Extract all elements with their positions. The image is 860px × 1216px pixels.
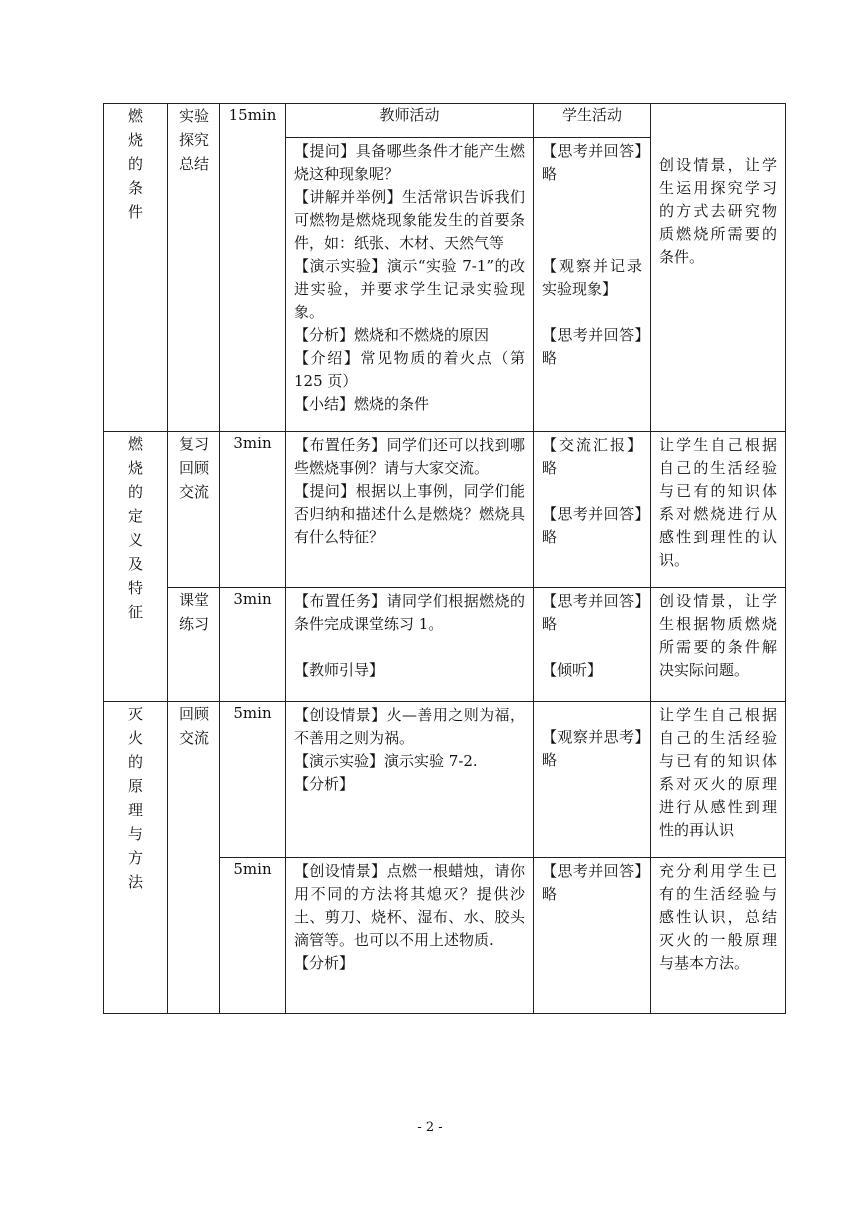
topic-cell-extinguishing	[104, 702, 168, 1014]
student-activity-cell	[534, 588, 651, 702]
student-activity-cell	[534, 858, 651, 1014]
teacher-step: 【小结】燃烧的条件	[294, 395, 430, 413]
teacher-activity-cell	[286, 138, 534, 432]
topic-label: 灭火的原理与方法	[127, 705, 143, 891]
design-intent-cell: 创设情景，让学生运用探究学习的方式去研究物质燃烧所需要的条件。	[651, 104, 786, 432]
stage-label: 回顾交流	[178, 705, 209, 747]
student-step: 【倾听】	[542, 661, 603, 679]
teacher-activity-cell	[286, 432, 534, 588]
teacher-step: 【创设情景】点燃一根蜡烛，请你用不同的方法将其熄灭？提供沙土、剪刀、烧杯、湿布、水、胶头滴管等。也可以不用上述物质.	[294, 862, 525, 949]
time-cell: 15min	[220, 104, 286, 432]
table-row	[104, 702, 786, 858]
teacher-step: 【演示实验】演示实验 7-2.	[294, 752, 478, 770]
stage-label: 课堂练习	[178, 591, 209, 633]
time-cell: 3min	[220, 432, 286, 588]
teacher-activity-cell	[286, 588, 534, 702]
student-activity-cell	[534, 432, 651, 588]
teacher-step: 【创设情景】火—善用之则为福，不善用之则为祸。	[294, 706, 525, 747]
student-step: 【思考并回答】略	[542, 326, 642, 367]
teacher-step: 【讲解并举例】生活常识告诉我们可燃物是燃烧现象能发生的首要条件，如：纸张、木材、天然气等	[294, 188, 525, 252]
teacher-activity-cell	[286, 702, 534, 858]
stage-cell-review	[168, 702, 220, 1014]
topic-cell-conditions	[104, 104, 168, 432]
time-cell: 3min	[220, 588, 286, 702]
table-row	[104, 588, 786, 702]
student-step: 【观察并记录实验现象】	[542, 257, 642, 298]
topic-cell-definition	[104, 432, 168, 702]
student-step: 【思考并回答】略	[542, 142, 642, 183]
teacher-step: 【分析】燃烧和不燃烧的原因	[294, 326, 490, 344]
teacher-step: 【提问】根据以上事例，同学们能否归纳和描述什么是燃烧？燃烧具有什么特征？	[294, 482, 525, 546]
stage-label: 实验探究总结	[178, 107, 209, 173]
teacher-step: 【布置任务】请同学们根据燃烧的条件完成课堂练习 1。	[294, 592, 525, 633]
stage-label: 复习回顾交流	[178, 435, 209, 501]
teacher-activity-cell	[286, 858, 534, 1014]
time-cell: 5min	[220, 702, 286, 858]
student-step: 【观察并思考】略	[542, 728, 642, 769]
student-activity-cell	[534, 138, 651, 432]
design-intent-cell: 让学生自己根据自己的生活经验与已有的知识体系对燃烧进行从感性到理性的认识。	[651, 432, 786, 588]
teacher-step: 【教师引导】	[294, 661, 385, 679]
design-intent-cell: 创设情景，让学生根据物质燃烧所需要的条件解决实际问题。	[651, 588, 786, 702]
page-number: - 2 -	[417, 1120, 443, 1135]
design-intent-cell: 让学生自己根据自己的生活经验与已有的知识体系对灭火的原理进行从感性到理性的再认识	[651, 702, 786, 858]
teacher-step: 【演示实验】演示“实验 7-1”的改进实验，并要求学生记录实验现象。	[294, 257, 525, 321]
teacher-step: 【布置任务】同学们还可以找到哪些燃烧事例？请与大家交流。	[294, 436, 525, 477]
teacher-step: 【分析】	[294, 775, 355, 793]
stage-cell-review	[168, 432, 220, 588]
student-step: 【思考并回答】略	[542, 592, 642, 633]
student-step: 【思考并回答】略	[542, 505, 642, 546]
table-row	[104, 432, 786, 588]
stage-cell-experiment	[168, 104, 220, 432]
table-header-row	[104, 104, 786, 138]
lesson-plan-table	[103, 103, 786, 1014]
topic-label: 燃烧的定义及特征	[127, 435, 143, 621]
teacher-step: 【介绍】常见物质的着火点（第 125 页）	[294, 349, 525, 390]
teacher-step: 【提问】具备哪些条件才能产生燃烧这种现象呢？	[294, 142, 525, 183]
topic-label: 燃烧的条件	[127, 107, 143, 221]
stage-cell-practice	[168, 588, 220, 702]
header-student-activity: 学生活动	[534, 104, 651, 138]
header-teacher-activity: 教师活动	[286, 104, 534, 138]
student-step: 【交流汇报】略	[542, 436, 642, 477]
teacher-step: 【分析】	[294, 954, 355, 972]
student-activity-cell	[534, 702, 651, 858]
design-intent-cell: 充分利用学生已有的生活经验与感性认识，总结灭火的一般原理与基本方法。	[651, 858, 786, 1014]
time-cell: 5min	[220, 858, 286, 1014]
student-step: 【思考并回答】略	[542, 862, 642, 903]
